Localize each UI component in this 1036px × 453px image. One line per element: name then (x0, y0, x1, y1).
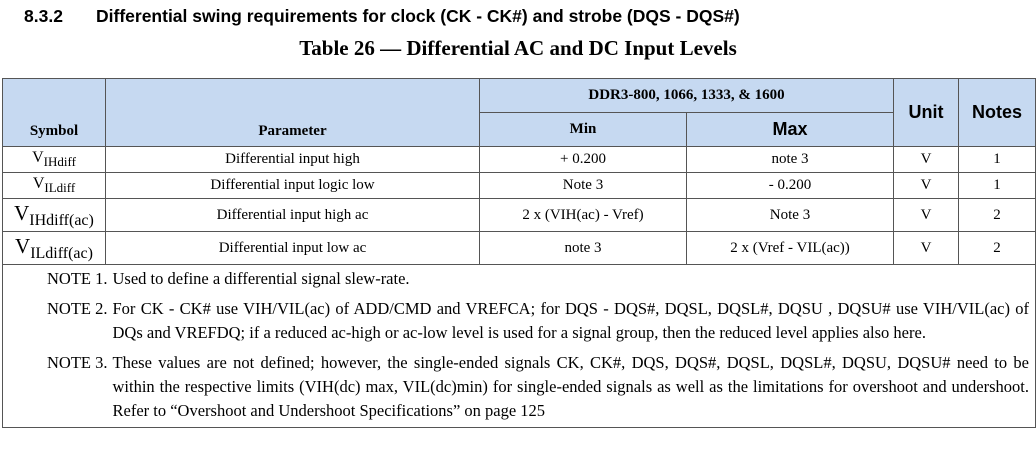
row-min: Note 3 (480, 173, 687, 199)
table-row (3, 199, 1036, 232)
note-text: For CK - CK# use VIH/VIL(ac) of ADD/CMD and VREFCA; for DQS - DQS#, DQSL, DQSL#, DQSU , DQSU# use VIH/VIL(ac) of DQs and VREFDQ; if a reduced ac-high or ac-low level is used for a signal group, then the reduced level applies also here. (112, 299, 1029, 342)
header-unit: Unit (894, 79, 959, 147)
note-item (47, 351, 1029, 423)
note-text: These values are not defined; however, the single-ended signals CK, CK#, DQS, DQS#, DQSL, DQSL#, DQSU, DQSU# need to be within the respective limits (VIH(dc) max, VIL(dc)min) for single-ended signals as well as the limitations for overshoot and undershoot. Refer to “Overshoot and Undershoot Specifications” on page 125 (112, 353, 1029, 420)
notes-cell (3, 265, 1036, 428)
header-parameter: Parameter (106, 79, 480, 147)
header-group: DDR3-800, 1066, 1333, & 1600 (480, 79, 894, 113)
row-unit: V (894, 147, 959, 173)
row-parameter: Differential input high ac (106, 199, 480, 232)
row-max: 2 x (Vref - VIL(ac)) (687, 232, 894, 265)
symbol-subscript: ILdiff(ac) (30, 244, 93, 262)
note-text: Used to define a differential signal slew-rate. (112, 269, 410, 288)
row-max: Note 3 (687, 199, 894, 232)
symbol-subscript: IHdiff (43, 154, 76, 169)
row-max: - 0.200 (687, 173, 894, 199)
symbol-main: V (15, 233, 31, 258)
row-notes: 1 (959, 173, 1036, 199)
row-max: note 3 (687, 147, 894, 173)
row-notes: 2 (959, 232, 1036, 265)
symbol-main: V (32, 175, 45, 192)
note-label: NOTE 1. (47, 269, 108, 288)
section-heading (24, 6, 740, 27)
row-parameter: Differential input low ac (106, 232, 480, 265)
differential-levels-table (2, 78, 1036, 428)
symbol-subscript: ILdiff (44, 180, 76, 195)
table-title: Table 26 — Differential AC and DC Input Levels (299, 36, 737, 60)
row-parameter: Differential input logic low (106, 173, 480, 199)
note-label: NOTE 2. (47, 299, 108, 318)
row-min: note 3 (480, 232, 687, 265)
table-row (3, 232, 1036, 265)
symbol-main: V (14, 200, 30, 225)
section-title: Differential swing requirements for clock (CK - CK#) and strobe (DQS - DQS#) (96, 6, 740, 26)
row-symbol (3, 173, 106, 199)
header-symbol: Symbol (3, 79, 106, 147)
header-min: Min (480, 113, 687, 147)
row-unit: V (894, 232, 959, 265)
row-min: 2 x (VIH(ac) - Vref) (480, 199, 687, 232)
row-symbol (3, 147, 106, 173)
row-symbol (3, 199, 106, 232)
table-row (3, 147, 1036, 173)
section-number: 8.3.2 (24, 6, 63, 26)
row-notes: 1 (959, 147, 1036, 173)
row-min: + 0.200 (480, 147, 687, 173)
note-item (47, 297, 1029, 345)
row-unit: V (894, 199, 959, 232)
table-container (2, 78, 1036, 428)
header-max: Max (687, 113, 894, 147)
row-unit: V (894, 173, 959, 199)
row-symbol (3, 232, 106, 265)
symbol-subscript: IHdiff(ac) (29, 211, 94, 229)
notes-row (3, 265, 1036, 428)
row-parameter: Differential input high (106, 147, 480, 173)
header-notes: Notes (959, 79, 1036, 147)
note-item (47, 267, 1029, 291)
header-row-top (3, 79, 1036, 113)
row-notes: 2 (959, 199, 1036, 232)
table-row (3, 173, 1036, 199)
note-label: NOTE 3. (47, 353, 108, 372)
symbol-main: V (32, 149, 44, 166)
